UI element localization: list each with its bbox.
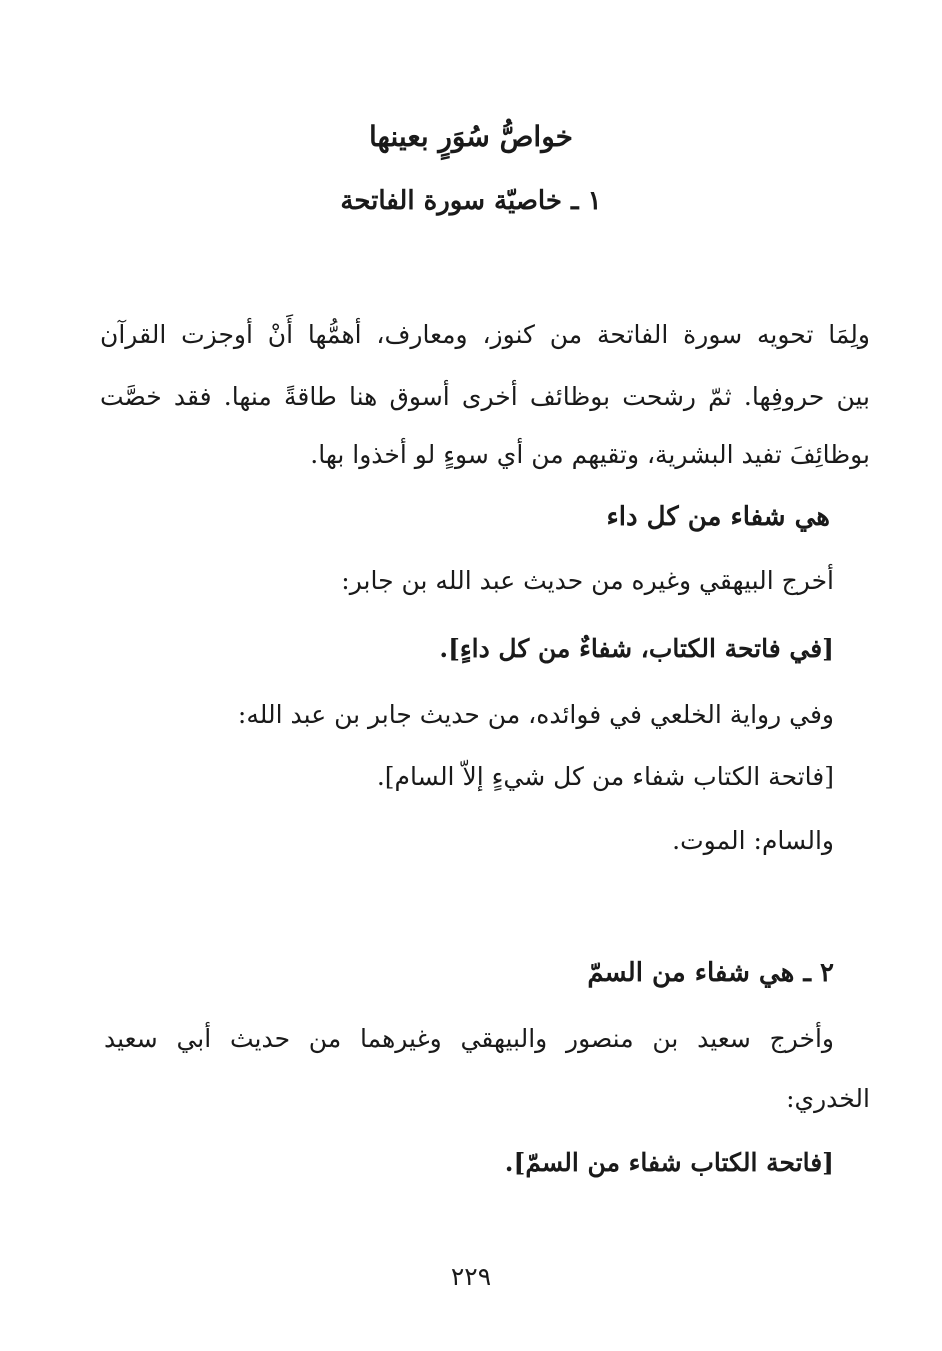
section-2-line-1: وأخرج سعيد بن منصور والبيهقي وغيرهما من حديث أبي سعيد: [104, 1024, 834, 1053]
intro-line-2: بين حروفِها. ثمّ رشحت بوظائف أخرى أسوق هنا طاقةً منها. فقد خصَّت: [100, 382, 870, 411]
section-2-line-2: الخدري:: [786, 1084, 870, 1113]
page-title: خواصُّ سُوَرٍ بعينها: [369, 120, 573, 153]
intro-line-3: بوظائِفَ تفيد البشرية، وتقيهم من أي سوءٍ لو أخذوا بها.: [310, 440, 870, 469]
section-1-quote-1: [في فاتحة الكتاب، شفاءٌ من كل داءٍ].: [439, 634, 834, 663]
section-2-quote-1: [فاتحة الكتاب شفاء من السمّ].: [504, 1148, 834, 1177]
section-1-line-2: وفي رواية الخلعي في فوائده، من حديث جابر بن عبد الله:: [237, 700, 834, 729]
section-1-line-3: والسام: الموت.: [672, 826, 834, 855]
chapter-subtitle: ١ ـ خاصيّة سورة الفاتحة: [340, 186, 602, 216]
section-1-heading: هي شفاء من كل داء: [606, 502, 830, 532]
section-1-line-1: أخرج البيهقي وغيره من حديث عبد الله بن جابر:: [341, 566, 834, 595]
section-1-quote-2: [فاتحة الكتاب شفاء من كل شيءٍ إلاّ السام].: [376, 762, 834, 791]
page-number: ٢٢٩: [450, 1262, 492, 1291]
section-2-heading: ٢ ـ هي شفاء من السمّ: [587, 958, 834, 988]
intro-line-1: ولِمَا تحويه سورة الفاتحة من كنوز، ومعارف، أهمُّها أَنْ أوجزت القرآن: [100, 320, 870, 349]
